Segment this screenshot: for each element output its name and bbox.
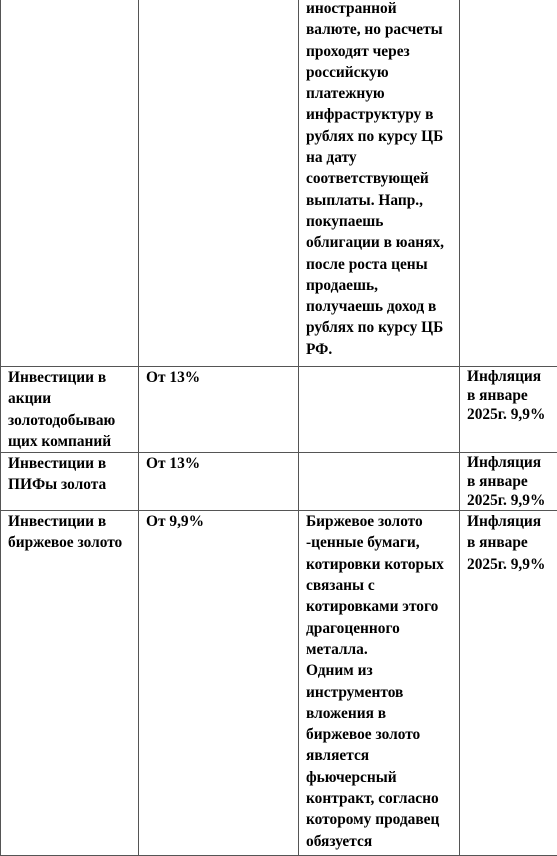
row-3-name: Инвестиции в биржевое золото	[1, 511, 139, 856]
row-0-name	[1, 0, 139, 367]
row-3-yield: От 9,9%	[139, 511, 299, 856]
row-0-description: иностранной валюте, но расчеты проходят через российскую платежную инфраструктуру в рублях по курсу ЦБ на дату соответствующей выплаты. Напр., покупаешь облигации в юанях, после роста цены продаешь, получаешь доход в рублях по курсу ЦБ РФ.	[299, 0, 460, 367]
table-row	[1, 511, 557, 856]
row-0-inflation	[460, 0, 557, 367]
row-0-yield	[139, 0, 299, 367]
row-2-inflation: Инфляция в январе 2025г. 9,9%	[460, 453, 557, 511]
row-1-inflation: Инфляция в январе 2025г. 9,9%	[460, 367, 557, 453]
row-1-description	[299, 367, 460, 453]
row-2-description	[299, 453, 460, 511]
table-row	[1, 453, 557, 511]
table-row	[1, 367, 557, 453]
row-1-yield: От 13%	[139, 367, 299, 453]
row-2-yield: От 13%	[139, 453, 299, 511]
row-3-inflation: Инфляция в январе 2025г. 9,9%	[460, 511, 557, 856]
table-row	[1, 0, 557, 367]
row-2-name: Инвестиции в ПИФы золота	[1, 453, 139, 511]
row-3-description: Биржевое золото -ценные бумаги, котировки которых связаны с котировками этого драгоценного металла. Одним из инструментов вложения в биржевое золото является фьючерсный контракт, согласно которому продавец обязуется	[299, 511, 460, 856]
row-1-name: Инвестиции в акции золотодобываю щих компаний	[1, 367, 139, 453]
